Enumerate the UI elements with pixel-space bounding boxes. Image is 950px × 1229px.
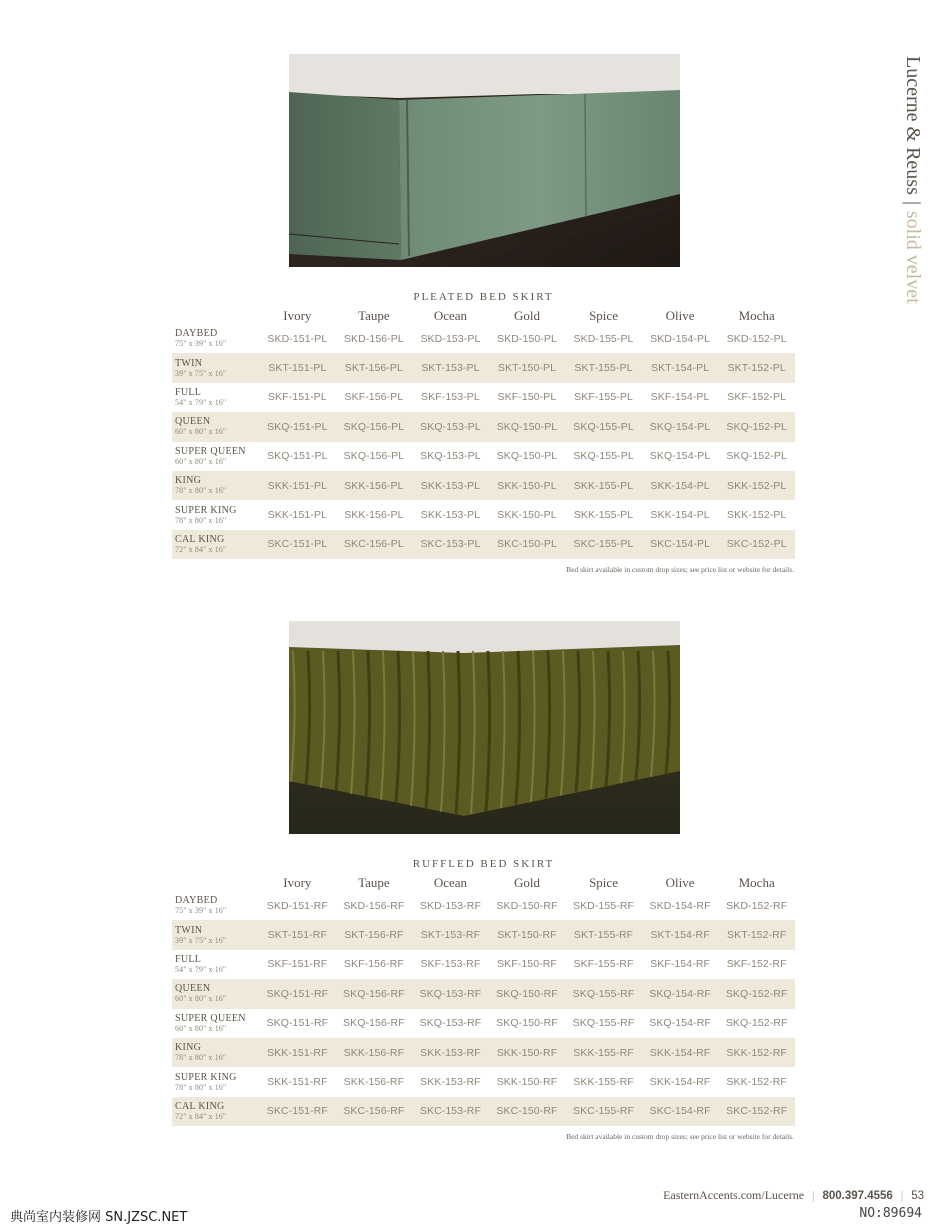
size-name: SUPER KING: [175, 1071, 237, 1083]
size-dimensions: 72" x 84" x 16": [175, 544, 227, 554]
size-dimensions: 54" x 79" x 16": [175, 397, 227, 407]
size-dimensions: 54" x 79" x 16": [175, 964, 227, 974]
sku-cell: SKQ-155-RF: [572, 1017, 635, 1030]
sku-cell: SKT-156-RF: [344, 929, 404, 942]
pleated-section-title: PLEATED BED SKIRT: [413, 291, 554, 303]
color-column-header: Olive: [665, 875, 695, 890]
sku-cell: SKT-154-PL: [650, 362, 710, 375]
size-name: QUEEN: [175, 983, 211, 995]
sku-cell: SKQ-156-RF: [343, 987, 405, 1000]
table-row: [172, 324, 795, 353]
size-cell: [172, 1067, 259, 1096]
size-cell: [172, 383, 259, 412]
sku-cell: SKC-151-PL: [267, 538, 328, 551]
sku-cell: SKC-154-RF: [649, 1105, 711, 1118]
color-column-header: Gold: [513, 308, 540, 323]
size-dimensions: 78" x 80" x 16": [175, 486, 227, 496]
sku-cell: SKF-150-PL: [497, 391, 557, 404]
color-column-header: Taupe: [358, 875, 390, 890]
sku-cell: SKK-152-RF: [726, 1046, 787, 1059]
brand-name: Lucerne & Reuss: [902, 56, 924, 195]
sku-cell: SKC-154-PL: [650, 538, 711, 551]
sku-cell: SKF-154-RF: [650, 958, 711, 971]
size-cell: [172, 891, 259, 920]
color-column-header: Ocean: [433, 308, 468, 323]
size-dimensions: 78" x 80" x 16": [175, 515, 227, 525]
size-name: KING: [175, 1042, 202, 1054]
pleated-custom-drop-note: Bed skirt available in custom drop sizes; see price list or website for details.: [566, 565, 794, 574]
sku-cell: SKC-153-RF: [419, 1105, 481, 1118]
table-row: [172, 530, 795, 559]
table-row: [172, 1009, 795, 1038]
ruffled-section-title: RUFFLED BED SKIRT: [412, 858, 555, 870]
size-name: CAL KING: [175, 533, 225, 545]
sku-cell: SKD-153-RF: [419, 899, 481, 912]
ruffled-bed-skirt-photo: [289, 621, 680, 834]
size-name: QUEEN: [175, 416, 211, 428]
sku-cell: SKK-152-PL: [726, 509, 787, 522]
sku-cell: SKT-155-PL: [574, 362, 633, 375]
sku-cell: SKT-155-RF: [573, 929, 634, 942]
ruffled-custom-drop-note: Bed skirt available in custom drop sizes; see price list or website for details.: [566, 1132, 794, 1141]
sku-cell: SKK-151-PL: [267, 479, 328, 492]
sku-cell: SKT-151-RF: [267, 929, 328, 942]
size-dimensions: 60" x 80" x 16": [175, 1023, 227, 1033]
size-cell: [172, 530, 259, 559]
size-dimensions: 60" x 80" x 16": [175, 427, 227, 437]
table-row: [172, 1097, 795, 1126]
size-dimensions: 60" x 80" x 16": [175, 456, 227, 466]
sku-cell: SKK-153-PL: [420, 509, 481, 522]
sku-cell: SKT-151-PL: [268, 362, 327, 375]
color-column-header: Mocha: [738, 875, 775, 890]
sku-cell: SKD-152-PL: [726, 332, 787, 345]
size-cell: [172, 920, 259, 949]
sku-cell: SKC-151-RF: [266, 1105, 328, 1118]
sku-cell: SKF-151-RF: [267, 958, 328, 971]
sku-cell: SKQ-151-RF: [266, 987, 329, 1000]
sku-cell: SKF-155-RF: [573, 958, 634, 971]
footer-divider: |: [900, 1188, 904, 1202]
color-column-header: Spice: [589, 875, 618, 890]
size-dimensions: 39" x 75" x 16": [175, 935, 227, 945]
table-row: [172, 891, 795, 920]
page-number: 53: [911, 1190, 924, 1202]
color-column-header: Ocean: [433, 875, 468, 890]
size-name: FULL: [175, 386, 202, 398]
size-dimensions: 75" x 39" x 16": [175, 906, 227, 916]
sku-cell: SKD-156-RF: [343, 899, 405, 912]
table-row: [172, 442, 795, 471]
size-name: DAYBED: [175, 328, 218, 340]
sku-cell: SKF-152-PL: [727, 391, 787, 404]
sku-cell: SKT-154-RF: [650, 929, 710, 942]
size-cell: [172, 950, 259, 979]
sku-cell: SKQ-150-RF: [496, 987, 558, 1000]
table-header-row: [172, 306, 795, 324]
sku-cell: SKQ-150-RF: [496, 1017, 558, 1030]
sku-cell: SKF-152-RF: [726, 958, 787, 971]
sku-cell: SKQ-151-PL: [267, 450, 328, 463]
sku-cell: SKD-151-PL: [267, 332, 328, 345]
sku-cell: SKD-150-RF: [496, 899, 558, 912]
sku-cell: SKT-150-RF: [497, 929, 557, 942]
sku-cell: SKK-150-RF: [496, 1076, 558, 1089]
sku-cell: SKK-156-RF: [343, 1076, 405, 1089]
sku-cell: SKQ-151-RF: [266, 1017, 329, 1030]
sku-cell: SKK-155-RF: [573, 1046, 634, 1059]
color-column-header: Mocha: [738, 308, 775, 323]
sku-cell: SKQ-151-PL: [267, 420, 328, 433]
size-cell: [172, 1038, 259, 1067]
pleated-bed-skirt-photo: [289, 54, 680, 267]
sku-cell: SKC-152-PL: [726, 538, 787, 551]
sku-cell: SKF-156-PL: [344, 391, 404, 404]
sku-cell: SKK-154-PL: [650, 479, 710, 492]
sku-cell: SKK-151-RF: [267, 1076, 328, 1089]
sku-cell: SKD-155-RF: [572, 899, 635, 912]
size-name: SUPER KING: [175, 504, 237, 516]
sku-cell: SKC-156-RF: [343, 1105, 405, 1118]
sku-cell: SKQ-153-PL: [420, 450, 481, 463]
pleated-sku-table: [172, 306, 795, 559]
sku-cell: SKK-153-RF: [420, 1076, 481, 1089]
sku-cell: SKD-151-RF: [266, 899, 328, 912]
size-name: KING: [175, 475, 202, 487]
size-name: TWIN: [175, 357, 203, 369]
size-dimensions: 78" x 80" x 16": [175, 1082, 227, 1092]
sku-cell: SKK-152-RF: [726, 1076, 787, 1089]
sku-cell: SKQ-154-PL: [649, 450, 711, 463]
sku-cell: SKF-151-PL: [267, 391, 327, 404]
size-cell: [172, 1009, 259, 1038]
sku-cell: SKQ-153-RF: [419, 987, 482, 1000]
side-collection-title: [898, 56, 928, 366]
color-column-header: Taupe: [358, 308, 390, 323]
sku-cell: SKT-156-PL: [344, 362, 403, 375]
sku-cell: SKK-153-RF: [420, 1046, 481, 1059]
size-dimensions: 75" x 39" x 16": [175, 339, 227, 349]
sku-cell: SKQ-152-RF: [725, 1017, 788, 1030]
table-row: [172, 950, 795, 979]
sku-cell: SKQ-156-PL: [343, 420, 405, 433]
color-column-header: Olive: [665, 308, 695, 323]
sku-cell: SKK-154-RF: [649, 1076, 711, 1089]
sku-cell: SKC-155-PL: [573, 538, 634, 551]
sku-cell: SKQ-154-PL: [649, 420, 711, 433]
table-header-row: [172, 873, 795, 891]
table-body: [172, 891, 795, 1126]
sku-cell: SKK-150-PL: [497, 479, 557, 492]
sku-cell: SKQ-153-PL: [420, 420, 481, 433]
sku-cell: SKF-154-PL: [650, 391, 710, 404]
size-dimensions: 72" x 84" x 16": [175, 1111, 227, 1121]
sku-cell: SKC-156-PL: [343, 538, 404, 551]
sku-cell: SKF-156-RF: [343, 958, 404, 971]
sku-cell: SKT-150-PL: [497, 362, 557, 375]
size-cell: [172, 500, 259, 529]
collection-name: solid velvet: [902, 210, 924, 304]
sku-cell: SKD-156-PL: [343, 332, 404, 345]
sku-cell: SKQ-155-RF: [572, 987, 635, 1000]
size-cell: [172, 442, 259, 471]
sku-cell: SKD-153-PL: [420, 332, 481, 345]
sku-cell: SKT-152-RF: [726, 929, 787, 942]
size-name: CAL KING: [175, 1100, 225, 1112]
sku-cell: SKK-151-RF: [267, 1046, 328, 1059]
sku-cell: SKD-150-PL: [497, 332, 557, 345]
sku-cell: SKK-156-PL: [344, 509, 404, 522]
sku-cell: SKK-152-PL: [726, 479, 787, 492]
size-cell: [172, 471, 259, 500]
sku-cell: SKQ-154-RF: [649, 1017, 711, 1030]
size-column-header: [172, 306, 259, 324]
table-row: [172, 979, 795, 1008]
sku-cell: SKF-153-PL: [421, 391, 480, 404]
sku-cell: SKK-153-PL: [420, 479, 481, 492]
watermark-right: NO:89694: [859, 1206, 922, 1221]
table-row: [172, 471, 795, 500]
table-row: [172, 500, 795, 529]
sku-cell: SKQ-155-PL: [573, 450, 634, 463]
table-row: [172, 1038, 795, 1067]
sku-cell: SKC-153-PL: [420, 538, 481, 551]
sku-cell: SKD-154-PL: [650, 332, 711, 345]
color-column-header: Ivory: [283, 875, 312, 890]
phone-number: 800.397.4556: [822, 1190, 893, 1202]
table-row: [172, 383, 795, 412]
sku-cell: SKK-155-PL: [573, 479, 634, 492]
table-row: [172, 412, 795, 441]
title-separator: |: [902, 200, 924, 205]
table-row: [172, 920, 795, 949]
sku-cell: SKQ-154-RF: [649, 987, 711, 1000]
sku-cell: SKK-150-PL: [497, 509, 557, 522]
sku-cell: SKQ-156-PL: [343, 450, 405, 463]
sku-cell: SKK-151-PL: [267, 509, 328, 522]
footer-divider: |: [812, 1188, 815, 1202]
table-row: [172, 1067, 795, 1096]
sku-cell: SKF-153-RF: [420, 958, 481, 971]
sku-cell: SKQ-152-PL: [726, 450, 787, 463]
sku-cell: SKC-150-PL: [497, 538, 557, 551]
table-body: [172, 324, 795, 559]
size-dimensions: 78" x 80" x 16": [175, 1053, 227, 1063]
sku-cell: SKK-155-RF: [573, 1076, 634, 1089]
size-cell: [172, 1097, 259, 1126]
sku-cell: SKQ-153-RF: [419, 1017, 482, 1030]
size-name: SUPER QUEEN: [175, 1012, 246, 1024]
sku-cell: SKK-150-RF: [496, 1046, 558, 1059]
sku-cell: SKK-155-PL: [573, 509, 634, 522]
color-column-header: Spice: [589, 308, 618, 323]
size-name: FULL: [175, 953, 202, 965]
sku-cell: SKD-155-PL: [573, 332, 634, 345]
color-column-header: Gold: [513, 875, 540, 890]
sku-cell: SKD-154-RF: [649, 899, 711, 912]
size-cell: [172, 412, 259, 441]
sku-cell: SKT-153-RF: [420, 929, 481, 942]
size-name: DAYBED: [175, 895, 218, 907]
sku-cell: SKK-156-PL: [344, 479, 404, 492]
size-dimensions: 39" x 75" x 16": [175, 368, 227, 378]
sku-cell: SKQ-152-PL: [726, 420, 787, 433]
table-row: [172, 353, 795, 382]
sku-cell: SKT-152-PL: [727, 362, 786, 375]
size-cell: [172, 324, 259, 353]
size-cell: [172, 979, 259, 1008]
size-name: SUPER QUEEN: [175, 445, 246, 457]
sku-cell: SKK-156-RF: [343, 1046, 405, 1059]
sku-cell: SKK-154-PL: [650, 509, 710, 522]
sku-cell: SKQ-150-PL: [496, 420, 558, 433]
size-dimensions: 60" x 80" x 16": [175, 994, 227, 1004]
sku-cell: SKQ-155-PL: [573, 420, 634, 433]
sku-cell: SKQ-152-RF: [725, 987, 788, 1000]
sku-cell: SKC-155-RF: [572, 1105, 635, 1118]
sku-cell: SKC-150-RF: [496, 1105, 558, 1118]
size-cell: [172, 353, 259, 382]
size-name: TWIN: [175, 924, 203, 936]
sku-cell: SKC-152-RF: [726, 1105, 788, 1118]
sku-cell: SKT-153-PL: [421, 362, 480, 375]
sku-cell: SKK-154-RF: [649, 1046, 711, 1059]
website-link[interactable]: EasternAccents.com/Lucerne: [663, 1188, 805, 1202]
sku-cell: SKQ-150-PL: [496, 450, 558, 463]
sku-cell: SKF-155-PL: [574, 391, 633, 404]
sku-cell: SKF-150-RF: [497, 958, 557, 971]
page-footer: [663, 1188, 924, 1203]
color-column-header: Ivory: [283, 308, 312, 323]
size-column-header: [172, 873, 259, 891]
sku-cell: SKD-152-RF: [726, 899, 788, 912]
watermark-left: 典尚室内装修网 SN.JZSC.NET: [10, 1210, 188, 1225]
ruffled-sku-table: [172, 873, 795, 1126]
sku-cell: SKQ-156-RF: [343, 1017, 405, 1030]
